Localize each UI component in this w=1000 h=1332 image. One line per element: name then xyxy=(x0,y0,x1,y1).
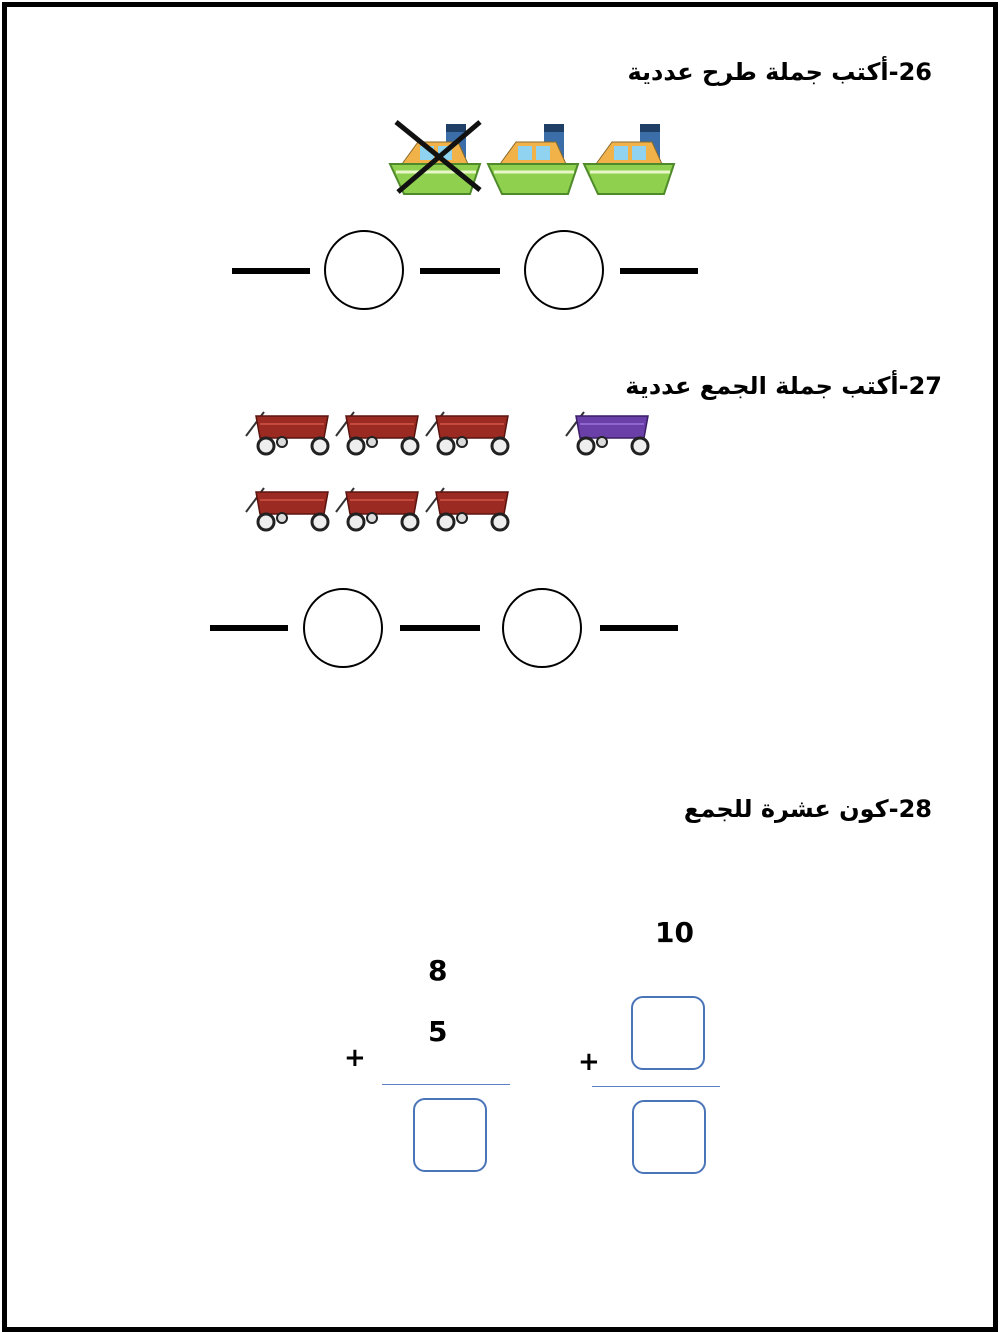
answer-dash-1 xyxy=(232,268,310,274)
addend-top-left: 8 xyxy=(428,954,448,987)
red-wagon-icon xyxy=(426,488,508,530)
answer-dash-5 xyxy=(400,625,480,631)
boat-2 xyxy=(488,124,578,194)
operator-circle-3[interactable] xyxy=(303,588,383,668)
question-28-title: 28-كون عشرة للجمع xyxy=(683,795,932,823)
sum-line-left xyxy=(382,1084,510,1085)
answer-box-left-sum[interactable] xyxy=(413,1098,487,1172)
sum-line-right xyxy=(592,1086,720,1087)
operator-circle-2[interactable] xyxy=(524,230,604,310)
boats-picture xyxy=(388,112,678,200)
question-27-title: 27-أكتب جملة الجمع عددية xyxy=(625,372,942,400)
wagons-picture xyxy=(240,406,660,546)
red-wagon-icon xyxy=(246,488,328,530)
addend-bottom-left: 5 xyxy=(428,1015,448,1048)
boat-3 xyxy=(584,124,674,194)
red-wagon-icon xyxy=(336,488,418,530)
answer-dash-2 xyxy=(420,268,500,274)
purple-wagon-icon xyxy=(566,412,648,454)
red-wagon-icon xyxy=(336,412,418,454)
answer-box-right-addend[interactable] xyxy=(631,996,705,1070)
addend-top-right: 10 xyxy=(655,916,694,949)
red-wagon-icon xyxy=(246,412,328,454)
answer-dash-6 xyxy=(600,625,678,631)
red-wagon-icon xyxy=(426,412,508,454)
answer-dash-4 xyxy=(210,625,288,631)
operator-circle-1[interactable] xyxy=(324,230,404,310)
operator-circle-4[interactable] xyxy=(502,588,582,668)
question-26-title: 26-أكتب جملة طرح عددية xyxy=(627,58,932,86)
plus-sign-left: + xyxy=(344,1043,366,1073)
answer-box-right-sum[interactable] xyxy=(632,1100,706,1174)
answer-dash-3 xyxy=(620,268,698,274)
plus-sign-right: + xyxy=(578,1047,600,1077)
page-border xyxy=(2,2,998,1332)
